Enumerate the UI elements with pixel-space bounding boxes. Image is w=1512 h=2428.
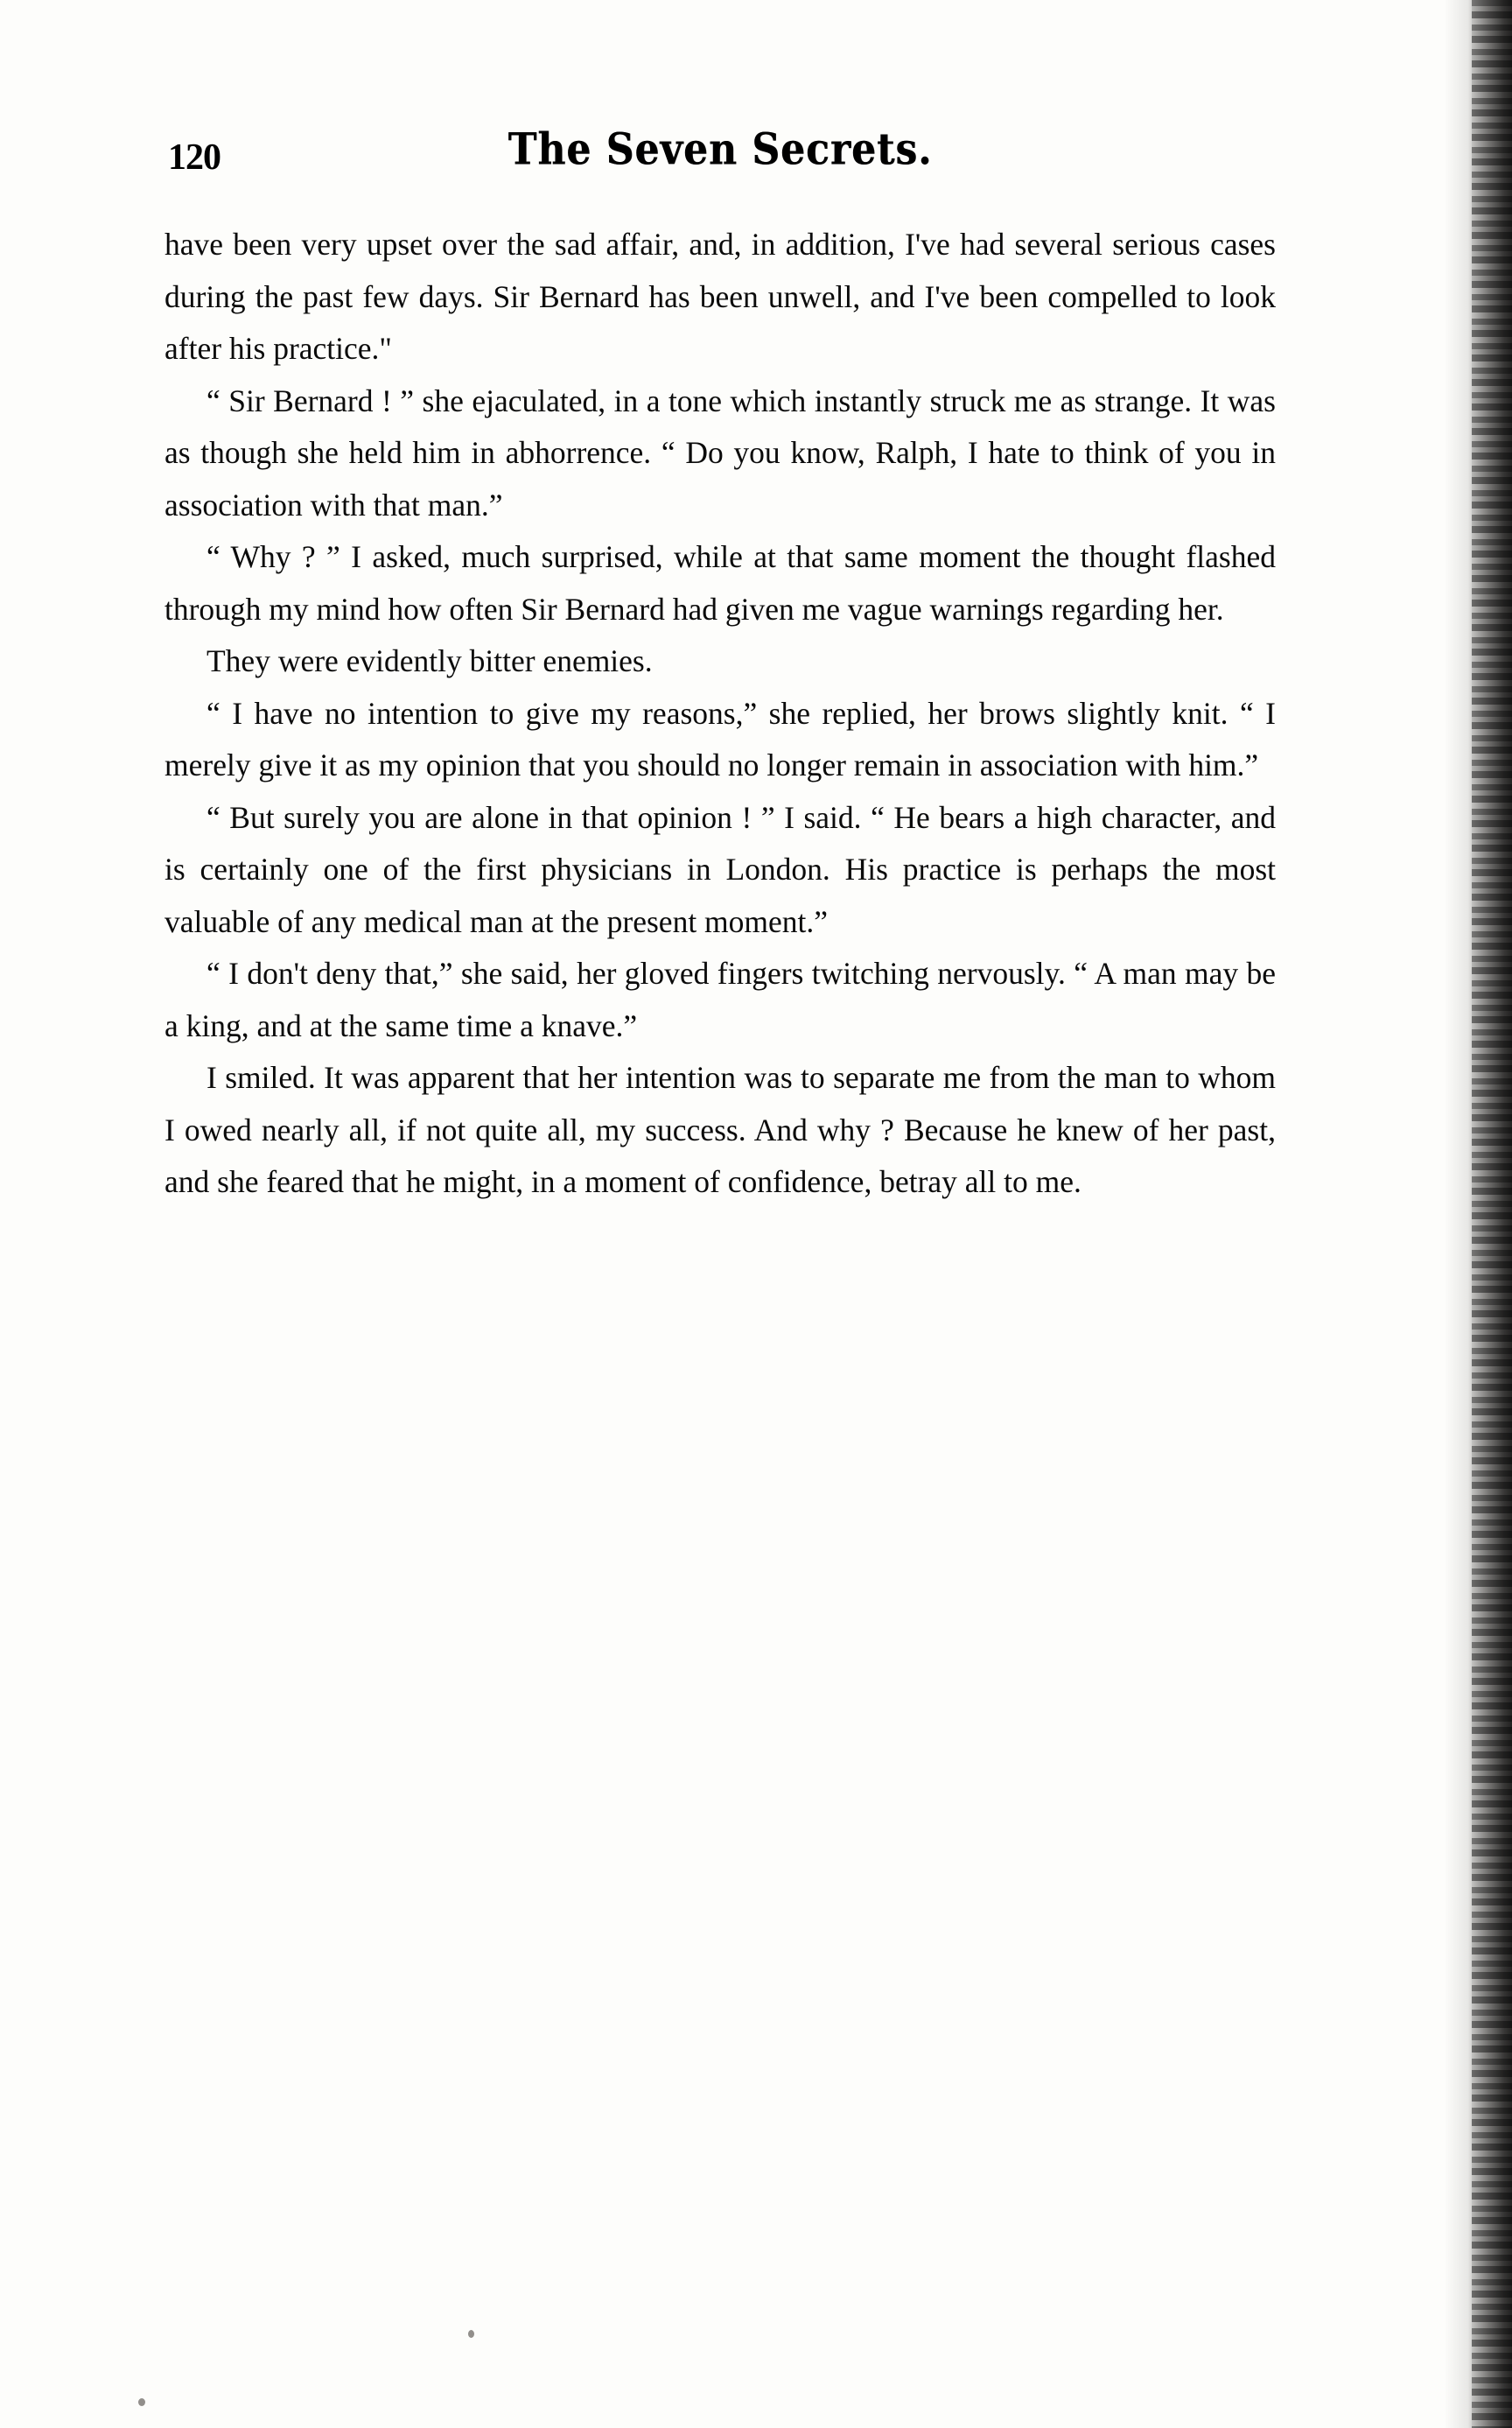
scan-gutter-noise	[1472, 0, 1512, 2428]
paragraph: “ I don't deny that,” she said, her gloved fingers twitching nervously. “ A man may be a king, and at the same time a knave.”	[164, 956, 1276, 1043]
paragraph: have been very upset over the sad affair, and, in addition, I've had several serious cases during the past few days. Sir Bernard has been unwell, and I've been compelled to look after his practice."	[164, 227, 1276, 366]
page-number: 120	[168, 137, 220, 178]
page-header	[164, 123, 1276, 207]
scan-speck	[468, 2330, 474, 2338]
paragraph: “ Why ? ” I asked, much surprised, while at that same moment the thought flashed through my mind how often Sir Bernard had given me vague warnings regarding her.	[164, 539, 1276, 627]
page-content	[164, 123, 1276, 1209]
paragraph: “ I have no intention to give my reasons,” she replied, her brows slightly knit. “ I merely give it as my opinion that you should no longer remain in association with him.”	[164, 695, 1276, 782]
body-text	[164, 219, 1276, 1209]
paragraph: “ But surely you are alone in that opinion ! ” I said. “ He bears a high character, and is certainly one of the first physicians in London. His practice is perhaps the most valuable of any medical man at the present moment.”	[164, 799, 1276, 939]
paragraph: “ Sir Bernard ! ” she ejaculated, in a tone which instantly struck me as strange. It was as though she held him in abhorrence. “ Do you know, Ralph, I hate to think of you in association with that man.”	[164, 382, 1276, 523]
running-title-text: The Seven Secrets.	[508, 124, 933, 176]
running-title	[164, 125, 1276, 175]
paragraph: I smiled. It was apparent that her intention was to separate me from the man to whom I owed nearly all, if not quite all, my success. And why ? Because he knew of her past, and she feared that he might, in a moment of confidence, betray all to me.	[164, 1060, 1276, 1199]
paragraph: They were evidently bitter enemies.	[206, 643, 653, 678]
scan-speck	[138, 2398, 145, 2406]
scan-gutter-shadow	[1407, 0, 1512, 2428]
